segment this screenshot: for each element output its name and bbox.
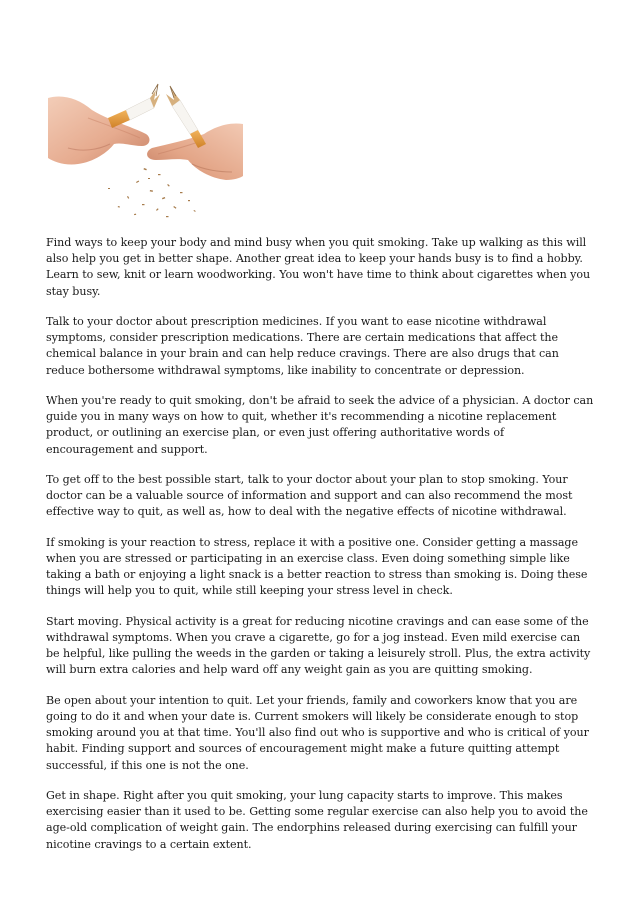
paragraph: Find ways to keep your body and mind busy when you quit smoking. Take up walking as this will also help you get in better shape. Another great idea to keep your hands busy is to find a hobby. Learn to sew, knit or learn woodworking. You won't have time to think about cigarettes when you stay busy.: [46, 236, 591, 298]
broken-cigarette-illustration: [48, 60, 243, 220]
article-body: [46, 235, 594, 867]
broken-cigarette-photo: [48, 60, 243, 220]
tobacco-flakes: [108, 168, 196, 217]
left-cigarette-piece: [108, 84, 160, 128]
paragraph: Get in shape. Right after you quit smoking, your lung capacity starts to improve. This makes exercising easier than it used to be. Getting some regular exercise can also help you to avoid the age-old complication of weight gain. The endorphins released during exercising can fulfill your nicotine cravings to a certain extent.: [46, 789, 588, 851]
paragraph: If smoking is your reaction to stress, replace it with a positive one. Consider getting a massage when you are stressed or participating in an exercise class. Even doing something simple like taking a bath or enjoying a light snack is a better reaction to stress than smoking is. Doing these things will help you to quit, while still keeping your stress level in check.: [46, 535, 588, 598]
paragraph: Be open about your intention to quit. Let your friends, family and coworkers know that you are going to do it and when your date is. Current smokers will likely be considerate enough to stop smoking around you at that time. You'll also find out who is supportive and who is critical of your habit. Finding support and sources of encouragement might make a future quitting attempt successful, if this one is not the one.: [46, 693, 589, 772]
paragraph: To get off to the best possible start, talk to your doctor about your plan to stop smoking. Your doctor can be a valuable source of information and support and can also recommend the most effective way to quit, as well as, how to deal with the negative effects of nicotine withdrawal.: [46, 473, 573, 519]
paragraph: Talk to your doctor about prescription medicines. If you want to ease nicotine withdrawal symptoms, consider prescription medications. There are certain medications that affect the chemical balance in your brain and can help reduce cravings. There are also drugs that can reduce bothersome withdrawal symptoms, like inability to concentrate or depression.: [46, 315, 559, 377]
paragraph: When you're ready to quit smoking, don't be afraid to seek the advice of a physician. A doctor can guide you in many ways on how to quit, whether it's recommending a nicotine replacement product, or outlining an exercise plan, or even just offering authoritative words of encouragement and support.: [46, 394, 594, 456]
right-cigarette-piece: [166, 86, 206, 148]
paragraph: Start moving. Physical activity is a great for reducing nicotine cravings and can ease some of the withdrawal symptoms. When you crave a cigarette, go for a jog instead. Even mild exercise can be helpful, like pulling the weeds in the garden or taking a leisurely stroll. Plus, the extra activity will burn extra calories and help ward off any weight gain as you are quitting smoking.: [46, 614, 591, 677]
